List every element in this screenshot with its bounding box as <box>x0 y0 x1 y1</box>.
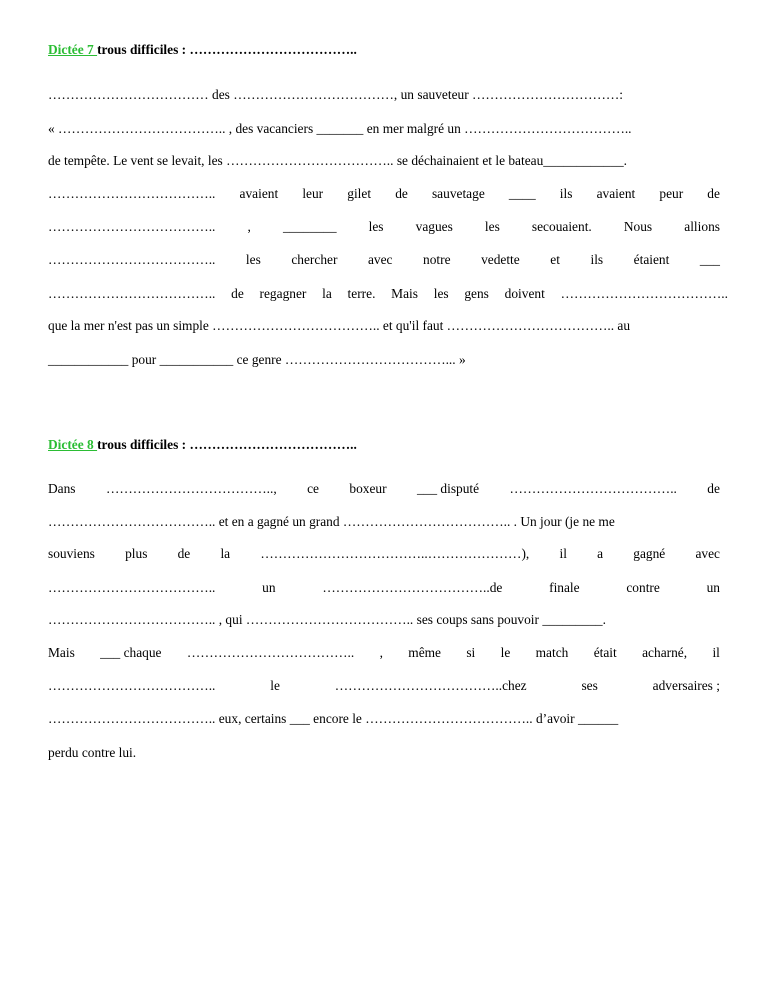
section8-line-3 <box>48 546 720 562</box>
word: adversaires ; <box>652 678 720 693</box>
section8-line-1 <box>48 481 720 497</box>
word: gilet <box>347 186 372 201</box>
section7-line-2: « ……………………………….. , des vacanciers _______ en mer malgré un ……………………………….. <box>48 121 632 136</box>
word: Mais <box>48 645 75 660</box>
word: ils <box>559 186 573 201</box>
word: gagné <box>633 546 666 561</box>
word: vedette <box>481 252 520 267</box>
word: ……………………………….. <box>560 286 728 301</box>
word: ……………………………….. <box>48 678 216 693</box>
word: souviens <box>48 546 95 561</box>
word: boxeur <box>349 481 387 496</box>
word: ……………………………….. <box>48 186 216 201</box>
word: si <box>466 645 476 660</box>
word: les <box>368 219 384 234</box>
word: gens <box>464 286 489 301</box>
word: ___ chaque <box>100 645 162 660</box>
section8-line-8: ……………………………….. eux, certains ___ encore le ……………………………….. d’avoir ______ <box>48 711 619 726</box>
word: Dans <box>48 481 76 496</box>
section7-title <box>48 42 720 58</box>
word: le <box>500 645 511 660</box>
word: ………………………………..chez <box>334 678 527 693</box>
word: la <box>220 546 231 561</box>
section8-title-label: Dictée 8 <box>48 437 98 452</box>
section7-line-3: de tempête. Le vent se levait, les ……………………………….. se déchainaient et le bateau____________. <box>48 153 627 168</box>
word: était <box>593 645 617 660</box>
word: il <box>712 645 720 660</box>
word: allions <box>684 219 720 234</box>
word: les <box>484 219 500 234</box>
word: avec <box>367 252 393 267</box>
section8-title-rest: trous difficiles : ……………………………….. <box>97 437 357 452</box>
word: les <box>245 252 261 267</box>
word: les <box>433 286 449 301</box>
word: acharné, <box>642 645 688 660</box>
word: de <box>707 481 720 496</box>
word: , <box>247 219 251 234</box>
word: ___ <box>699 252 720 267</box>
section7-line-9: ____________ pour ___________ ce genre ………………………………... » <box>48 352 466 367</box>
section8-line-2: ……………………………….. et en a gagné un grand ……………………………….. . Un jour (je ne me <box>48 514 615 529</box>
section8-line-4 <box>48 580 720 596</box>
word: peur <box>659 186 684 201</box>
section7-line-1: ……………………………… des ………………………………, un sauveteur ……………………………: <box>48 87 624 102</box>
word: ils <box>590 252 604 267</box>
word: la <box>322 286 332 301</box>
section7-line-5 <box>48 219 720 235</box>
word: leur <box>302 186 324 201</box>
word: doivent <box>504 286 545 301</box>
word: contre <box>626 580 660 595</box>
word: a <box>597 546 604 561</box>
word: un <box>706 580 720 595</box>
section8-line-7 <box>48 678 720 694</box>
section8-line-9: perdu contre lui. <box>48 745 137 760</box>
word: ___ disputé <box>416 481 480 496</box>
word: notre <box>423 252 451 267</box>
section7-title-rest: trous difficiles : ……………………………….. <box>97 42 357 57</box>
word: de <box>231 286 244 301</box>
section8-line-5: ……………………………….. , qui ……………………………….. ses coups sans pouvoir _________. <box>48 612 606 627</box>
word: ………………………………..de <box>322 580 503 595</box>
word: secouaient. <box>531 219 592 234</box>
word: il <box>559 546 567 561</box>
section8-line-6 <box>48 645 720 661</box>
word: de <box>707 186 720 201</box>
word: , <box>379 645 383 660</box>
word: plus <box>125 546 148 561</box>
word: vagues <box>415 219 453 234</box>
word: regagner <box>259 286 307 301</box>
word: le <box>270 678 280 693</box>
word: ……………………………….. <box>48 219 216 234</box>
section7-line-8: que la mer n'est pas un simple ……………………………….. et qu'il faut ……………………………….. au <box>48 318 631 333</box>
word: finale <box>549 580 580 595</box>
word: Mais <box>391 286 418 301</box>
word: ____ <box>508 186 536 201</box>
word: terre. <box>347 286 376 301</box>
word: ………………………………..…………………), <box>260 546 530 561</box>
word: étaient <box>633 252 670 267</box>
word: même <box>408 645 441 660</box>
word: un <box>262 580 276 595</box>
word: ce <box>307 481 319 496</box>
word: ……………………………….. <box>48 580 216 595</box>
word: ……………………………….. <box>48 252 216 267</box>
section7-title-label: Dictée 7 <box>48 42 98 57</box>
word: ……………………………….. <box>509 481 677 496</box>
word: avaient <box>239 186 279 201</box>
word: chercher <box>291 252 338 267</box>
word: de <box>395 186 408 201</box>
word: et <box>550 252 560 267</box>
word: avaient <box>596 186 636 201</box>
word: ……………………………….. <box>48 286 216 301</box>
section8-title <box>48 437 720 453</box>
word: ses <box>581 678 598 693</box>
word: de <box>177 546 191 561</box>
section7-line-7 <box>48 286 728 302</box>
section7-line-6 <box>48 252 720 268</box>
word: ……………………………….. <box>186 645 355 660</box>
word: avec <box>695 546 720 561</box>
word: match <box>535 645 569 660</box>
word: ________ <box>282 219 337 234</box>
section7-line-4 <box>48 186 720 202</box>
word: sauvetage <box>431 186 485 201</box>
word: Nous <box>623 219 653 234</box>
word: ……………………………….., <box>105 481 277 496</box>
